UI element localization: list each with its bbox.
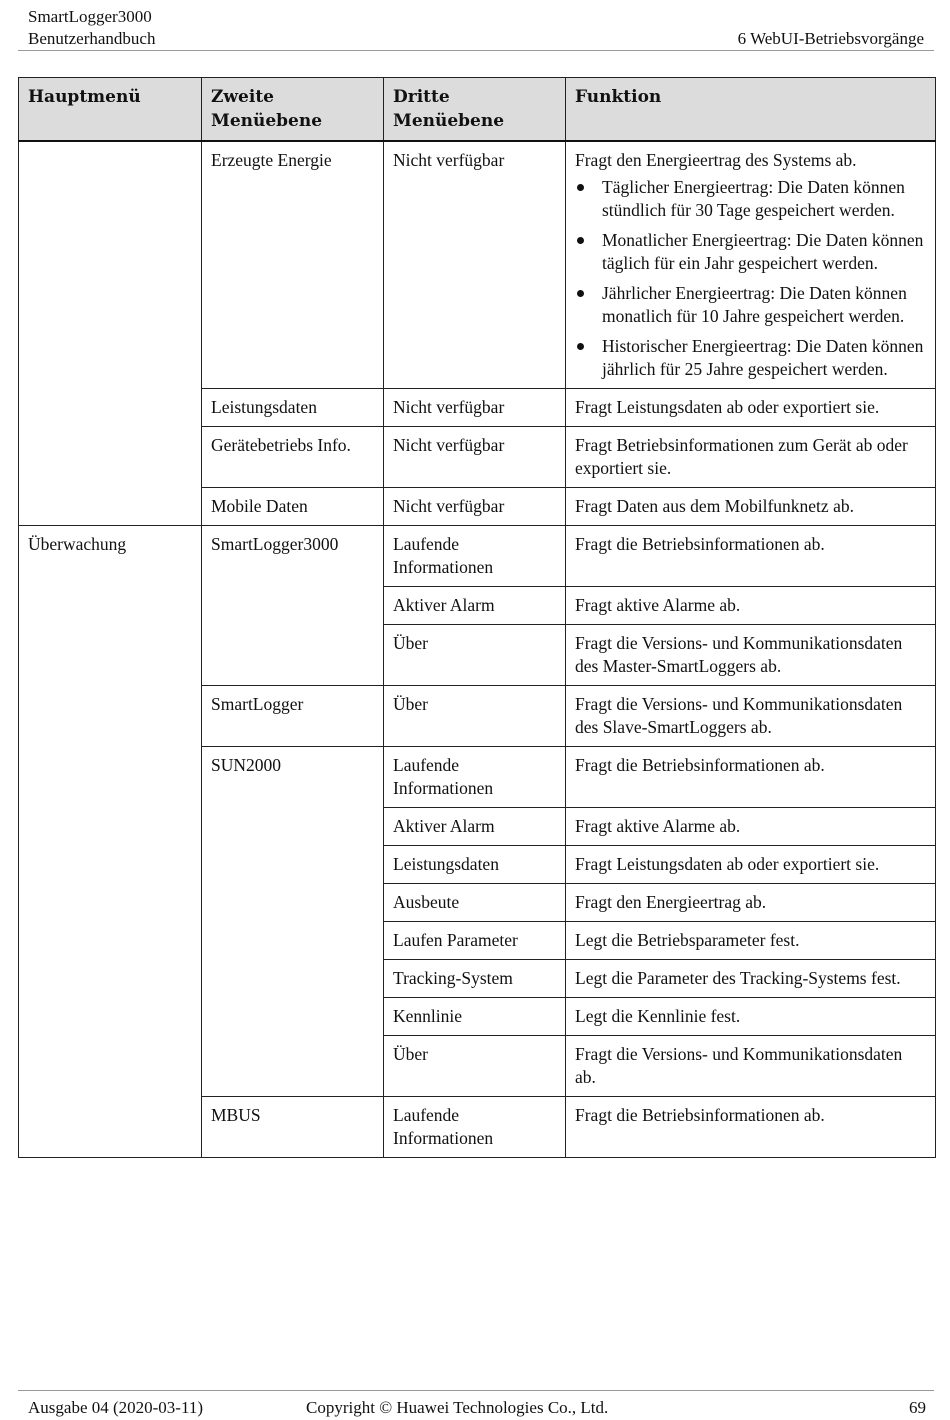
third-level-cell: Nicht verfügbar (384, 389, 566, 427)
third-level-cell: Nicht verfügbar (384, 488, 566, 526)
third-level-cell: Laufende Informationen (384, 1097, 566, 1158)
third-level-cell: Über (384, 1036, 566, 1097)
table-header-row (19, 78, 936, 142)
header-main-menu: Hauptmenü (19, 78, 202, 142)
third-level-cell: Ausbeute (384, 884, 566, 922)
chapter-title: 6 WebUI-Betriebsvorgänge (737, 29, 924, 48)
table-row (19, 526, 936, 587)
header-function: Funktion (566, 78, 936, 142)
function-cell: Fragt Daten aus dem Mobilfunknetz ab. (566, 488, 936, 526)
third-level-cell: Aktiver Alarm (384, 808, 566, 846)
third-level-cell: Leistungsdaten (384, 846, 566, 884)
page-number: 69 (909, 1398, 926, 1417)
list-item: Jährlicher Energieertrag: Die Daten können monatlich für 10 Jahre gespeichert werden. (575, 282, 926, 328)
document-type: Benutzerhandbuch (28, 29, 156, 48)
function-cell: Fragt die Betriebsinformationen ab. (566, 747, 936, 808)
third-level-cell: Tracking-System (384, 960, 566, 998)
page-header (18, 6, 934, 51)
third-level-cell: Nicht verfügbar (384, 427, 566, 488)
main-menu-cell: Überwachung (19, 526, 202, 1158)
third-level-cell: Kennlinie (384, 998, 566, 1036)
second-level-cell: Gerätebetriebs Info. (202, 427, 384, 488)
function-cell: Legt die Betriebsparameter fest. (566, 922, 936, 960)
function-cell: Fragt die Versions- und Kommunikationsdaten ab. (566, 1036, 936, 1097)
second-level-cell: Mobile Daten (202, 488, 384, 526)
function-cell: Fragt Betriebsinformationen zum Gerät ab oder exportiert sie. (566, 427, 936, 488)
third-level-cell: Laufende Informationen (384, 526, 566, 587)
function-cell (566, 141, 936, 389)
third-level-cell: Laufen Parameter (384, 922, 566, 960)
edition-info: Ausgabe 04 (2020-03-11) (28, 1398, 203, 1417)
function-cell: Fragt Leistungsdaten ab oder exportiert sie. (566, 846, 936, 884)
header-third-level: Dritte Menüebene (384, 78, 566, 142)
bullet-icon (577, 343, 584, 350)
header-left (28, 6, 155, 50)
function-cell: Fragt den Energieertrag ab. (566, 884, 936, 922)
second-level-cell: Leistungsdaten (202, 389, 384, 427)
table-row (19, 141, 936, 389)
function-cell: Legt die Kennlinie fest. (566, 998, 936, 1036)
function-cell: Fragt aktive Alarme ab. (566, 587, 936, 625)
list-item: Monatlicher Energieertrag: Die Daten können täglich für ein Jahr gespeichert werden. (575, 229, 926, 275)
function-cell: Fragt die Betriebsinformationen ab. (566, 526, 936, 587)
menu-table (18, 77, 936, 1158)
page-footer (18, 1390, 934, 1417)
bullet-icon (577, 290, 584, 297)
third-level-cell: Über (384, 686, 566, 747)
bullet-icon (577, 184, 584, 191)
product-name: SmartLogger3000 (28, 7, 152, 26)
list-item: Täglicher Energieertrag: Die Daten können stündlich für 30 Tage gespeichert werden. (575, 176, 926, 222)
second-level-cell: SmartLogger3000 (202, 526, 384, 686)
third-level-cell: Aktiver Alarm (384, 587, 566, 625)
function-text: Fragt den Energieertrag des Systems ab. (575, 150, 857, 170)
function-cell: Fragt aktive Alarme ab. (566, 808, 936, 846)
second-level-cell: SUN2000 (202, 747, 384, 1097)
second-level-cell: Erzeugte Energie (202, 141, 384, 389)
third-level-cell: Nicht verfügbar (384, 141, 566, 389)
copyright-notice: Copyright © Huawei Technologies Co., Ltd. (306, 1398, 609, 1417)
bullet-icon (577, 237, 584, 244)
second-level-cell: SmartLogger (202, 686, 384, 747)
second-level-cell: MBUS (202, 1097, 384, 1158)
function-cell: Fragt die Versions- und Kommunikationsdaten des Slave-SmartLoggers ab. (566, 686, 936, 747)
function-cell: Legt die Parameter des Tracking-Systems fest. (566, 960, 936, 998)
energy-bullet-list (575, 176, 926, 381)
third-level-cell: Laufende Informationen (384, 747, 566, 808)
function-cell: Fragt Leistungsdaten ab oder exportiert sie. (566, 389, 936, 427)
third-level-cell: Über (384, 625, 566, 686)
main-menu-cell-empty (19, 141, 202, 526)
function-cell: Fragt die Betriebsinformationen ab. (566, 1097, 936, 1158)
list-item: Historischer Energieertrag: Die Daten können jährlich für 25 Jahre gespeichert werden. (575, 335, 926, 381)
function-cell: Fragt die Versions- und Kommunikationsdaten des Master-SmartLoggers ab. (566, 625, 936, 686)
header-second-level: Zweite Menüebene (202, 78, 384, 142)
